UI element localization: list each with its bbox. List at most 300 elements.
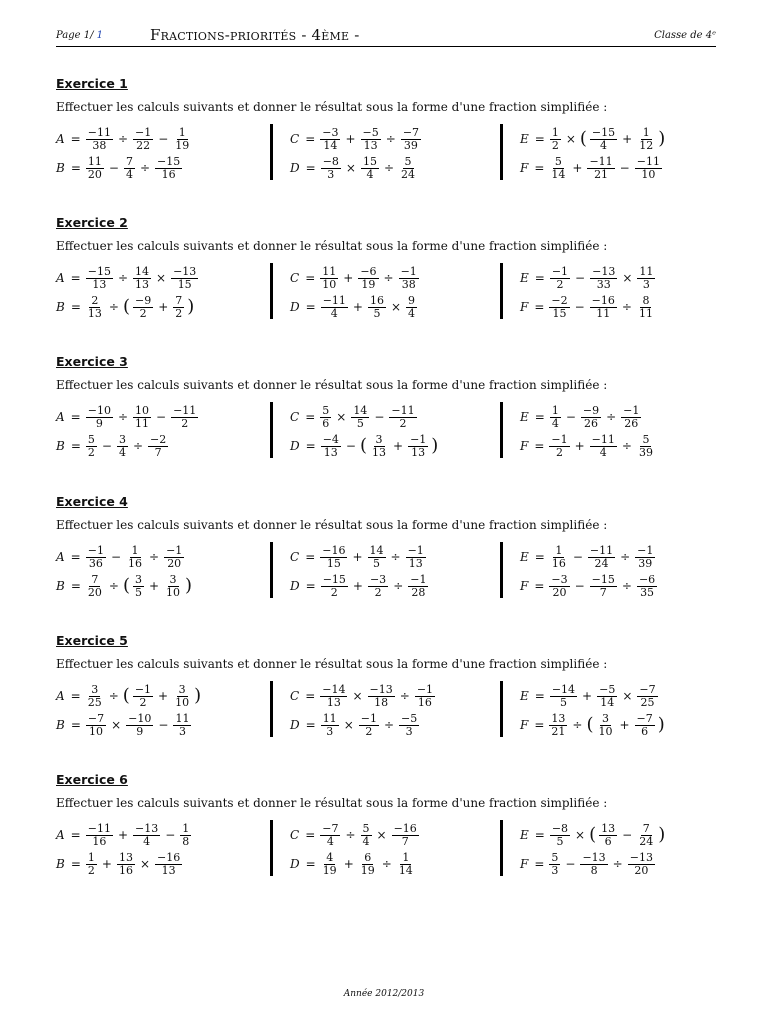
exercise-instruction: Effectuer les calculs suivants et donner le résultat sous la forme d'une fraction simplifiée : <box>56 796 608 810</box>
numerator: 16 <box>369 293 384 307</box>
denominator: 13 <box>92 277 107 291</box>
variable-name: C <box>290 550 300 564</box>
operator: ÷ <box>108 689 119 703</box>
expression-column <box>270 263 417 320</box>
exercise-5 <box>56 633 716 753</box>
expression-column <box>270 124 420 181</box>
denominator: 3 <box>642 277 650 291</box>
numerator: 1 <box>87 850 95 864</box>
fraction <box>164 574 182 599</box>
fraction <box>415 684 435 709</box>
denominator: 24 <box>639 834 654 848</box>
denominator: 3 <box>327 167 335 181</box>
operator: − <box>345 439 356 453</box>
denominator: 16 <box>161 167 176 181</box>
fraction <box>171 405 198 430</box>
expression-A <box>56 820 193 850</box>
variable-name: F <box>520 579 529 593</box>
operator: ÷ <box>621 300 632 314</box>
denominator: 13 <box>323 445 338 459</box>
numerator: −3 <box>551 572 568 586</box>
operator: − <box>158 718 169 732</box>
operator: + <box>345 132 356 146</box>
operator: = <box>305 579 316 593</box>
variable-name: A <box>56 550 65 564</box>
fraction <box>550 405 561 430</box>
expression-C <box>290 820 421 850</box>
operator: ÷ <box>108 579 119 593</box>
operator: + <box>622 132 633 146</box>
denominator: 4 <box>599 445 607 459</box>
operator: × <box>139 857 151 871</box>
operator: − <box>565 410 576 424</box>
numerator: −11 <box>589 543 614 557</box>
operator: ÷ <box>381 857 392 871</box>
numerator: −11 <box>87 821 111 835</box>
variable-name: F <box>520 300 529 314</box>
denominator: 13 <box>408 556 423 570</box>
denominator: 4 <box>366 167 374 181</box>
operator: = <box>305 300 316 314</box>
fraction <box>637 266 655 291</box>
denominator: 6 <box>641 724 649 738</box>
operator: ÷ <box>390 550 401 564</box>
fraction <box>321 574 348 599</box>
variable-name: B <box>56 718 65 732</box>
fraction <box>399 266 419 291</box>
operator: = <box>70 828 81 842</box>
document-title: Fractions-priorités - 4ème - <box>150 26 360 44</box>
operator: = <box>70 300 81 314</box>
denominator: 26 <box>624 416 639 430</box>
exercise-1 <box>56 76 716 196</box>
operator: = <box>305 439 316 453</box>
expression-column <box>500 263 654 320</box>
variable-name: B <box>56 161 65 175</box>
fraction <box>86 684 104 709</box>
operator: = <box>534 161 545 175</box>
denominator: 5 <box>556 834 564 848</box>
page-label: Page 1/ <box>56 30 94 41</box>
denominator: 13 <box>161 863 176 877</box>
expression-C <box>290 402 419 432</box>
operator: + <box>352 300 363 314</box>
numerator: 6 <box>364 850 372 864</box>
expression-column <box>270 681 434 738</box>
expression-C <box>290 124 423 154</box>
numerator: −11 <box>591 432 615 446</box>
numerator: −5 <box>401 711 418 725</box>
operator: ÷ <box>572 718 583 732</box>
numerator: 14 <box>369 543 384 557</box>
numerator: −1 <box>166 543 183 557</box>
expression-D <box>290 571 430 601</box>
denominator: 14 <box>551 167 566 181</box>
expression-E <box>520 542 657 572</box>
operator: − <box>374 410 385 424</box>
operator: = <box>70 550 81 564</box>
denominator: 16 <box>128 556 143 570</box>
variable-name: F <box>520 439 529 453</box>
variable-name: D <box>290 718 300 732</box>
numerator: 5 <box>322 403 330 417</box>
fraction <box>86 156 104 181</box>
denominator: 10 <box>89 724 103 738</box>
variable-name: B <box>56 439 65 453</box>
operator: + <box>352 579 363 593</box>
numerator: 13 <box>118 850 133 864</box>
parenthesis: ( <box>122 575 130 596</box>
denominator: 5 <box>356 416 364 430</box>
operator: × <box>376 828 387 842</box>
denominator: 13 <box>326 695 341 709</box>
variable-name: D <box>290 579 300 593</box>
expression-D <box>290 710 421 740</box>
numerator: −5 <box>599 682 616 696</box>
operator: ÷ <box>345 828 356 842</box>
denominator: 14 <box>600 695 615 709</box>
numerator: 1 <box>402 850 410 864</box>
denominator: 25 <box>640 695 655 709</box>
variable-name: C <box>290 689 300 703</box>
numerator: −1 <box>410 572 427 586</box>
fraction <box>320 545 347 570</box>
operator: = <box>534 550 545 564</box>
exercise-instruction: Effectuer les calculs suivants et donner le résultat sous la forme d'une fraction simplifiée : <box>56 518 608 532</box>
fraction <box>358 266 378 291</box>
numerator: 5 <box>362 821 370 835</box>
expression-A <box>56 124 193 154</box>
denominator: 4 <box>330 306 338 320</box>
fraction <box>549 713 567 738</box>
fraction <box>321 852 339 877</box>
expression-column <box>500 124 666 181</box>
variable-name: D <box>290 439 300 453</box>
operator: + <box>352 550 363 564</box>
fraction <box>133 684 153 709</box>
numerator: 14 <box>135 264 150 278</box>
fraction <box>155 156 182 181</box>
expression-E <box>520 402 643 432</box>
denominator: 22 <box>136 138 151 152</box>
numerator: 3 <box>169 572 177 586</box>
fraction <box>320 405 331 430</box>
operator: ÷ <box>385 132 396 146</box>
numerator: −8 <box>322 154 339 168</box>
operator: + <box>619 718 630 732</box>
denominator: 38 <box>92 138 107 152</box>
fraction <box>133 127 153 152</box>
exercise-2 <box>56 215 716 335</box>
variable-name: D <box>290 857 300 871</box>
denominator: 10 <box>641 167 656 181</box>
operator: + <box>148 579 160 593</box>
operator: × <box>390 300 402 314</box>
fraction <box>637 295 655 320</box>
expression-B <box>56 153 184 183</box>
page-number: 1 <box>96 30 104 41</box>
fraction <box>637 574 657 599</box>
numerator: 5 <box>642 432 650 446</box>
numerator: −15 <box>591 125 616 139</box>
fraction <box>590 127 617 152</box>
fraction <box>321 156 341 181</box>
numerator: 10 <box>135 403 150 417</box>
denominator: 13 <box>135 277 150 291</box>
numerator: 8 <box>642 293 650 307</box>
expression-D <box>290 153 419 183</box>
numerator: −14 <box>322 682 346 696</box>
expression-B <box>56 431 170 461</box>
numerator: −6 <box>638 572 656 586</box>
numerator: −16 <box>157 850 181 864</box>
numerator: −13 <box>629 850 653 864</box>
denominator: 13 <box>411 445 426 459</box>
denominator: 28 <box>411 585 426 599</box>
variable-name: C <box>290 271 300 285</box>
denominator: 20 <box>87 585 102 599</box>
denominator: 36 <box>88 556 103 570</box>
fraction <box>588 545 615 570</box>
numerator: −11 <box>589 154 613 168</box>
exercise-title: Exercice 5 <box>56 633 128 648</box>
operator: = <box>305 132 316 146</box>
denominator: 20 <box>167 556 182 570</box>
denominator: 13 <box>372 445 386 459</box>
fraction <box>550 823 570 848</box>
exercise-instruction: Effectuer les calculs suivants et donner le résultat sous la forme d'une fraction simplifiée : <box>56 100 608 114</box>
numerator: −11 <box>391 403 415 417</box>
operator: + <box>572 161 583 175</box>
denominator: 26 <box>584 416 598 430</box>
variable-name: A <box>56 689 65 703</box>
operator: = <box>534 828 545 842</box>
variable-name: C <box>290 828 300 842</box>
fraction <box>637 684 657 709</box>
fraction <box>86 295 104 320</box>
numerator: −1 <box>400 264 417 278</box>
fraction <box>635 156 662 181</box>
expression-D <box>290 849 417 879</box>
denominator: 11 <box>596 306 611 320</box>
denominator: 19 <box>322 863 337 877</box>
expression-column <box>500 542 656 599</box>
fraction <box>86 713 106 738</box>
fraction <box>637 823 655 848</box>
denominator: 10 <box>322 277 337 291</box>
variable-name: B <box>56 300 65 314</box>
denominator: 9 <box>95 416 103 430</box>
fraction <box>406 295 417 320</box>
fraction <box>628 852 655 877</box>
parenthesis: ) <box>194 685 202 706</box>
denominator: 3 <box>405 724 413 738</box>
expression-C <box>290 263 421 293</box>
fraction <box>368 295 386 320</box>
denominator: 8 <box>182 834 190 848</box>
numerator: −9 <box>582 403 600 417</box>
fraction <box>389 405 416 430</box>
exercise-3 <box>56 354 716 474</box>
numerator: 3 <box>134 572 142 586</box>
fraction <box>117 434 128 459</box>
denominator: 16 <box>118 863 133 877</box>
variable-name: A <box>56 410 65 424</box>
denominator: 9 <box>136 724 144 738</box>
numerator: −1 <box>134 682 152 696</box>
numerator: −13 <box>592 264 616 278</box>
operator: + <box>158 689 169 703</box>
numerator: −11 <box>87 125 111 139</box>
exercise-title: Exercice 6 <box>56 772 128 787</box>
parenthesis: ( <box>122 685 130 706</box>
variable-name: E <box>520 550 529 564</box>
expression-D <box>290 431 439 461</box>
numerator: −1 <box>416 682 434 696</box>
numerator: −6 <box>360 264 377 278</box>
denominator: 18 <box>374 695 389 709</box>
variable-name: C <box>290 132 300 146</box>
fraction <box>86 823 113 848</box>
numerator: −15 <box>157 154 181 168</box>
fraction <box>550 266 570 291</box>
expression-A <box>56 402 200 432</box>
variable-name: F <box>520 718 529 732</box>
fraction <box>597 684 617 709</box>
operator: ÷ <box>139 161 151 175</box>
parenthesis: ) <box>187 296 195 317</box>
operator: × <box>336 410 347 424</box>
fraction <box>587 156 614 181</box>
operator: = <box>305 550 316 564</box>
expression-A <box>56 681 202 711</box>
fraction <box>590 266 617 291</box>
expression-F <box>520 849 657 879</box>
operator: ÷ <box>383 271 394 285</box>
fraction <box>86 266 113 291</box>
expression-E <box>520 263 657 293</box>
numerator: 11 <box>639 264 654 278</box>
numerator: 13 <box>551 711 566 725</box>
denominator: 4 <box>600 138 608 152</box>
exercise-instruction: Effectuer les calculs suivants et donner le résultat sous la forme d'une fraction simplifiée : <box>56 657 608 671</box>
expression-C <box>290 681 437 711</box>
operator: × <box>156 271 167 285</box>
denominator: 4 <box>408 306 416 320</box>
parenthesis: ) <box>185 575 193 596</box>
operator: − <box>572 550 583 564</box>
operator: − <box>156 410 167 424</box>
operator: ÷ <box>132 439 144 453</box>
numerator: −1 <box>360 711 377 725</box>
fraction <box>173 127 191 152</box>
operator: = <box>305 718 316 732</box>
operator: − <box>574 300 585 314</box>
denominator: 14 <box>398 863 413 877</box>
denominator: 10 <box>166 585 181 599</box>
numerator: −5 <box>362 125 379 139</box>
fraction <box>351 405 369 430</box>
fraction <box>549 852 560 877</box>
operator: − <box>565 857 576 871</box>
numerator: −1 <box>410 432 427 446</box>
denominator: 3 <box>178 724 186 738</box>
fraction <box>590 434 617 459</box>
operator: − <box>622 828 633 842</box>
expression-F <box>520 153 664 183</box>
expression-column <box>500 402 653 459</box>
operator: = <box>305 271 316 285</box>
variable-name: A <box>56 271 65 285</box>
variable-name: E <box>520 410 529 424</box>
operator: × <box>565 132 576 146</box>
expression-A <box>56 542 186 572</box>
numerator: 5 <box>404 154 412 168</box>
expression-column <box>500 820 666 877</box>
operator: ÷ <box>117 132 129 146</box>
denominator: 24 <box>594 556 609 570</box>
denominator: 16 <box>417 695 432 709</box>
denominator: 5 <box>373 306 381 320</box>
numerator: −2 <box>551 293 568 307</box>
numerator: 1 <box>182 821 190 835</box>
operator: ÷ <box>621 439 632 453</box>
denominator: 11 <box>135 416 150 430</box>
fraction <box>359 713 379 738</box>
numerator: 5 <box>554 154 562 168</box>
fraction <box>590 574 617 599</box>
fraction <box>86 574 104 599</box>
fraction <box>86 545 106 570</box>
expression-B <box>56 292 195 322</box>
expression-column <box>270 402 439 459</box>
expression-column <box>270 542 427 599</box>
numerator: 3 <box>91 682 99 696</box>
fraction <box>133 823 160 848</box>
operator: × <box>622 271 633 285</box>
fraction <box>321 295 348 320</box>
operator: = <box>70 689 81 703</box>
page-indicator <box>56 30 103 41</box>
denominator: 4 <box>143 834 151 848</box>
numerator: −10 <box>87 403 111 417</box>
numerator: 14 <box>353 403 368 417</box>
variable-name: E <box>520 689 529 703</box>
numerator: 1 <box>551 403 559 417</box>
numerator: −7 <box>639 682 656 696</box>
fraction <box>550 684 577 709</box>
expression-F <box>520 571 659 601</box>
numerator: −16 <box>322 543 346 557</box>
fraction <box>635 713 655 738</box>
denominator: 6 <box>604 834 612 848</box>
denominator: 15 <box>326 556 341 570</box>
numerator: 3 <box>375 432 383 446</box>
fraction <box>320 127 340 152</box>
numerator: −7 <box>402 125 420 139</box>
numerator: 11 <box>175 711 190 725</box>
operator: × <box>345 161 356 175</box>
fraction <box>321 713 339 738</box>
numerator: 1 <box>551 125 559 139</box>
fraction <box>408 574 428 599</box>
footer-year: Année 2012/2013 <box>343 989 425 999</box>
operator: = <box>70 718 81 732</box>
parenthesis: ) <box>658 128 666 149</box>
exercise-4 <box>56 494 716 614</box>
operator: + <box>574 439 585 453</box>
operator: − <box>575 271 586 285</box>
